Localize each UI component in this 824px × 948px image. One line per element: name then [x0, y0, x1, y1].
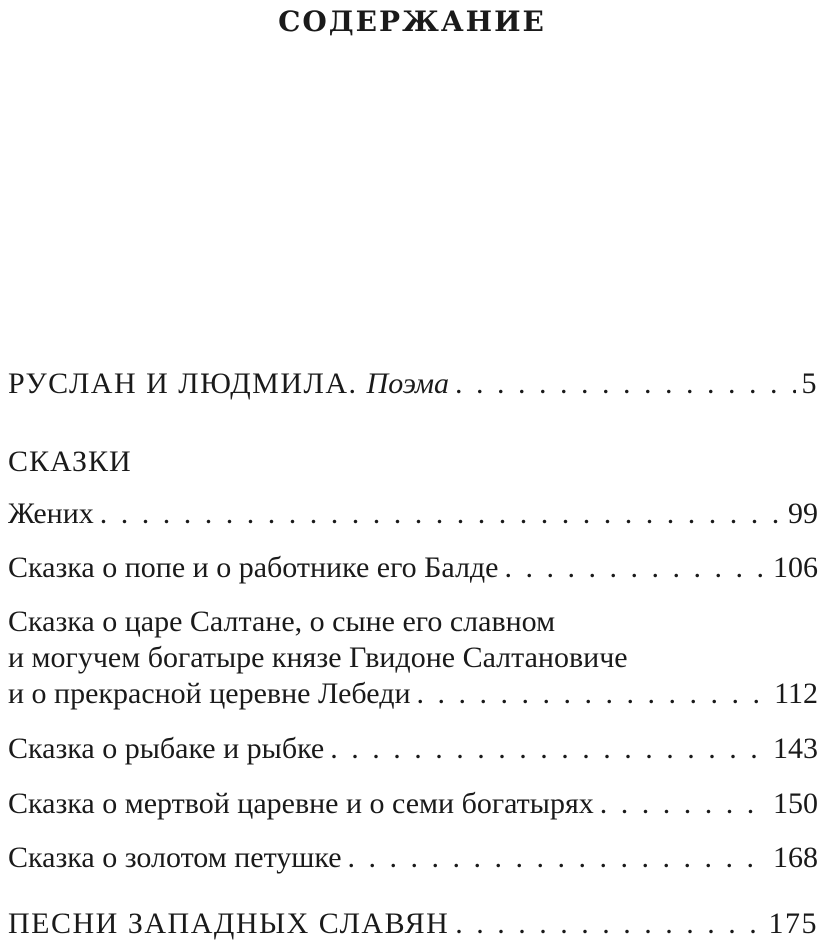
toc-entry-title-line-2: и могучем богатыре князе Гвидоне Салтановиче — [8, 641, 628, 674]
toc-entry-title: Сказка о рыбаке и рыбке — [8, 732, 325, 765]
dot-leader — [330, 731, 767, 767]
toc-entry-title-line-3: и о прекрасной церевне Лебеди — [8, 677, 411, 710]
toc-page-number: 168 — [773, 841, 818, 874]
toc-entry-saltan[interactable] — [8, 604, 818, 712]
toc-entry-title: ПЕСНИ ЗАПАДНЫХ СЛАВЯН — [8, 907, 450, 940]
toc-entry-title-line-1: Сказка о царе Салтане, о сыне его славном — [8, 605, 556, 638]
toc-entry-title: РУСЛАН И ЛЮДМИЛА. Поэма — [8, 367, 450, 400]
dot-leader — [600, 786, 767, 822]
toc-page-number: 143 — [773, 732, 818, 765]
dot-leader — [455, 906, 762, 942]
dot-leader — [505, 550, 768, 586]
toc-entry-petushok[interactable] — [8, 840, 818, 876]
page-title: СОДЕРЖАНИЕ — [278, 5, 546, 38]
dot-leader — [417, 676, 769, 712]
toc-entry-rybak[interactable] — [8, 731, 818, 767]
section-heading-skazki: СКАЗКИ — [8, 445, 132, 478]
toc-entry-title: Сказка о золотом петушке — [8, 841, 342, 874]
toc-page-number: 112 — [774, 677, 818, 710]
toc-entry-balda[interactable] — [8, 550, 818, 586]
toc-entry-zhenikh[interactable] — [8, 496, 818, 532]
toc-entry-pesni[interactable] — [8, 906, 818, 942]
dot-leader — [455, 366, 795, 402]
dot-leader — [100, 496, 782, 532]
toc-entry-title: Сказка о мертвой царевне и о семи богатырях — [8, 787, 594, 820]
toc-page-number: 99 — [788, 497, 818, 530]
toc-page-number: 5 — [801, 367, 818, 400]
toc-entry-title: Сказка о попе и о работнике его Балде — [8, 551, 499, 584]
toc-entry-title: Жених — [8, 497, 94, 530]
dot-leader — [348, 840, 767, 876]
toc-page-number: 150 — [773, 787, 818, 820]
toc-entry-tsarevna[interactable] — [8, 786, 818, 822]
toc-page-number: 106 — [773, 551, 818, 584]
toc-entry-genre: Поэма — [366, 367, 450, 400]
toc-page-number: 175 — [768, 907, 818, 940]
toc-entry-ruslan[interactable] — [8, 366, 818, 402]
